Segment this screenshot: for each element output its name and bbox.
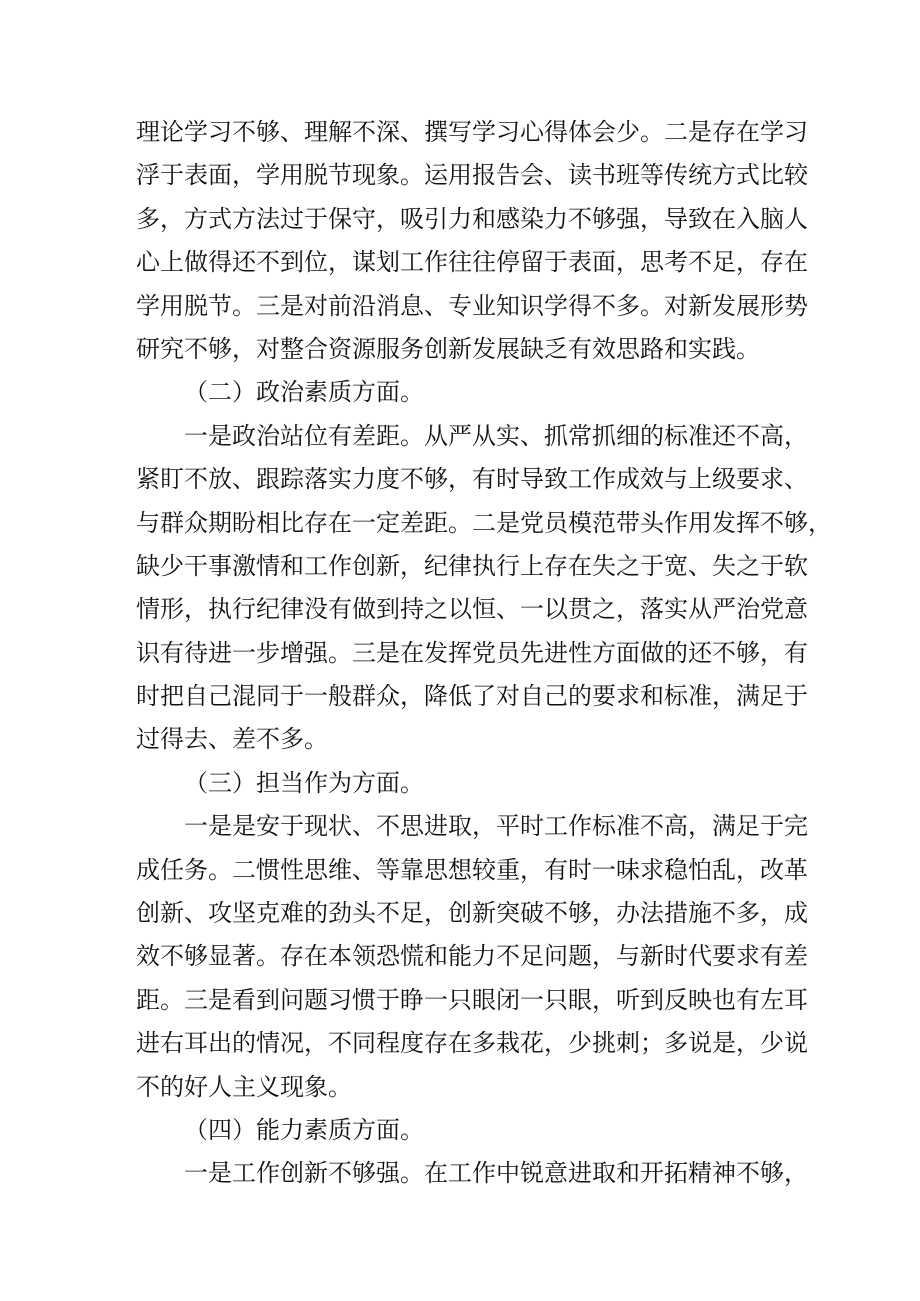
body-line: 时把自己混同于一般群众，降低了对自己的要求和标准，满足于 xyxy=(136,682,808,711)
paragraph-first-line: 一是工作创新不够强。在工作中锐意进取和开拓精神不够， xyxy=(184,1159,808,1188)
body-line: 研究不够，对整合资源服务创新发展缺乏有效思路和实践。 xyxy=(136,334,760,363)
body-line: 理论学习不够、理解不深、撰写学习心得体会少。二是存在学习 xyxy=(136,118,808,146)
body-line: 与群众期盼相比存在一定差距。二是党员模范带头作用发挥不够， xyxy=(136,508,832,537)
body-line: 紧盯不放、跟踪落实力度不够，有时导致工作成效与上级要求、 xyxy=(136,465,808,494)
body-line: 情形，执行纪律没有做到持之以恒、一以贯之，落实从严治党意 xyxy=(136,595,808,624)
body-line: 进右耳出的情况，不同程度存在多栽花，少挑刺；多说是，少说 xyxy=(136,1029,808,1058)
paragraph-first-line: 一是政治站位有差距。从严从实、抓常抓细的标准还不高， xyxy=(184,421,808,450)
body-line: 心上做得还不到位，谋划工作往往停留于表面，思考不足，存在 xyxy=(136,248,808,277)
body-line: 距。三是看到问题习惯于睁一只眼闭一只眼，听到反映也有左耳 xyxy=(136,985,808,1014)
section-heading: （二）政治素质方面。 xyxy=(184,378,424,407)
body-line: 学用脱节。三是对前沿消息、专业知识学得不多。对新发展形势 xyxy=(136,291,808,320)
section-heading: （四）能力素质方面。 xyxy=(184,1115,424,1144)
body-line: 缺少干事激情和工作创新，纪律执行上存在失之于宽、失之于软 xyxy=(136,551,808,580)
section-heading: （三）担当作为方面。 xyxy=(184,768,424,797)
body-line: 多，方式方法过于保守，吸引力和感染力不够强，导致在入脑人 xyxy=(136,204,808,233)
body-line: 效不够显著。存在本领恐慌和能力不足问题，与新时代要求有差 xyxy=(136,942,808,971)
document-body xyxy=(136,111,832,1196)
body-line: 浮于表面，学用脱节现象。运用报告会、读书班等传统方式比较 xyxy=(136,161,808,190)
body-line: 识有待进一步增强。三是在发挥党员先进性方面做的还不够，有 xyxy=(136,638,808,667)
body-line: 创新、攻坚克难的劲头不足，创新突破不够，办法措施不多，成 xyxy=(136,899,808,928)
body-line: 过得去、差不多。 xyxy=(136,725,328,754)
paragraph-first-line: 一是是安于现状、不思进取，平时工作标准不高，满足于完 xyxy=(184,812,808,841)
body-line: 成任务。二惯性思维、等靠思想较重，有时一味求稳怕乱，改革 xyxy=(136,855,808,884)
body-line: 不的好人主义现象。 xyxy=(136,1072,352,1101)
